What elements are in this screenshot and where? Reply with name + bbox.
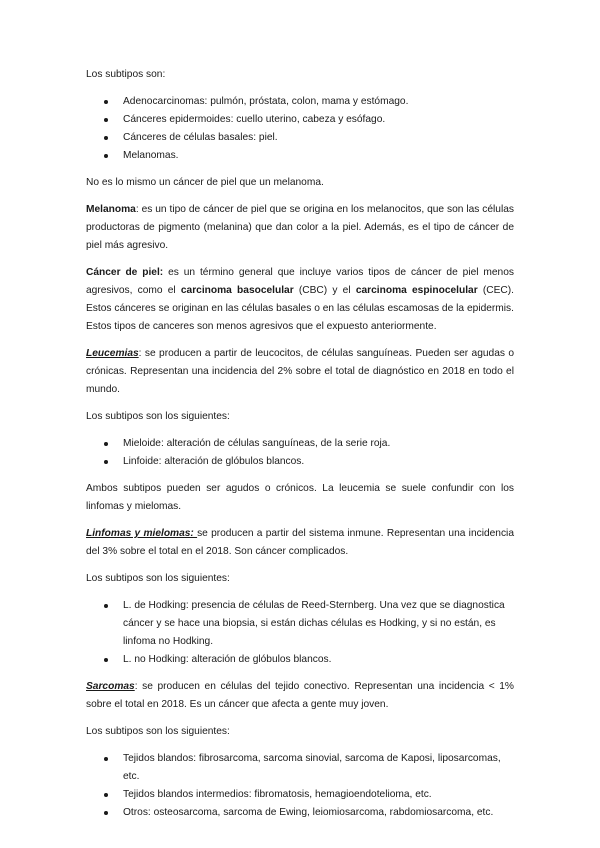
linfomas-paragraph <box>86 525 514 561</box>
list-item: Tejidos blandos: fibrosarcoma, sarcoma sinovial, sarcoma de Kaposi, liposarcomas, etc. <box>86 750 514 786</box>
leucemias-note: Ambos subtipos pueden ser agudos o crónicos. La leucemia se suele confundir con los linfomas y mielomas. <box>86 483 514 512</box>
sarcomas-term: Sarcomas <box>86 681 135 692</box>
list-item: Otros: osteosarcoma, sarcoma de Ewing, leiomiosarcoma, rabdomiosarcoma, etc. <box>86 804 514 822</box>
skin-melanoma-note: No es lo mismo un cáncer de piel que un melanoma. <box>86 177 324 188</box>
sarcomas-paragraph <box>86 678 514 714</box>
leucemias-subtypes-intro: Los subtipos son los siguientes: <box>86 411 230 422</box>
sarcomas-text: : se producen en células del tejido conectivo. Representan una incidencia < 1% sobre el total en 2018. Es un cáncer que afecta a gente muy joven. <box>86 681 514 710</box>
list-item: Adenocarcinomas: pulmón, próstata, colon, mama y estómago. <box>86 93 514 111</box>
skin-cancer-text: es un término general que incluye varios tipos de cáncer de piel menos agresivos, como el <box>86 267 514 296</box>
leucemias-paragraph <box>86 345 514 399</box>
leucemias-term: Leucemias <box>86 348 139 359</box>
list-item: L. no Hodking: alteración de glóbulos blancos. <box>86 651 514 669</box>
list-item: Mieloide: alteración de células sanguíneas, de la serie roja. <box>86 435 514 453</box>
melanoma-text: : es un tipo de cáncer de piel que se origina en los melanocitos, que son las células productoras de pigmento (melanina) que dan color a la piel. Además, es el tipo de cáncer de piel más agresivo. <box>86 204 514 251</box>
list-item: Tejidos blandos intermedios: fibromatosis, hemagioendotelioma, etc. <box>86 786 514 804</box>
melanoma-term: Melanoma <box>86 204 136 215</box>
scc-term: carcinoma espinocelular <box>355 285 478 296</box>
list-item: L. de Hodking: presencia de células de Reed-Sternberg. Una vez que se diagnostica cáncer y se hace una biopsia, si están dichas células es Hodking, y si no están, es linfoma no Hodking. <box>86 597 514 651</box>
linfomas-text: se producen a partir del sistema inmune. Representan una incidencia del 3% sobre el total en el 2018. Son cáncer complicados. <box>86 528 514 557</box>
carcinoma-subtypes-intro: Los subtipos son: <box>86 69 166 80</box>
leucemias-text: : se producen a partir de leucocitos, de células sanguíneas. Pueden ser agudas o crónicas. Representan una incidencia del 2% sobre el total de diagnóstico en 2018 en todo el mundo. <box>86 348 514 395</box>
skin-cancer-paragraph <box>86 264 514 336</box>
skin-cancer-text: (CBC) y el <box>293 285 356 296</box>
sarcomas-subtypes-list <box>86 750 514 822</box>
linfomas-subtypes-list <box>86 597 514 669</box>
melanoma-paragraph <box>86 201 514 255</box>
linfomas-term: Linfomas y mielomas: <box>86 528 198 539</box>
skin-cancer-term: Cáncer de piel: <box>86 267 164 278</box>
linfomas-subtypes-intro: Los subtipos son los siguientes: <box>86 573 230 584</box>
list-item: Linfoide: alteración de glóbulos blancos. <box>86 453 514 471</box>
sarcomas-subtypes-intro: Los subtipos son los siguientes: <box>86 726 230 737</box>
list-item: Cánceres epidermoides: cuello uterino, cabeza y esófago. <box>86 111 514 129</box>
leucemias-subtypes-list <box>86 435 514 471</box>
list-item: Cánceres de células basales: piel. <box>86 129 514 147</box>
list-item: Melanomas. <box>86 147 514 165</box>
bcc-term: carcinoma basocelular <box>180 285 294 296</box>
skin-cancer-text: (CEC). Estos cánceres se originan en las células basales o en las células escamosas de la epidermis. Estos tipos de canceres son menos agresivos que el expuesto anteriormente. <box>86 285 514 332</box>
carcinoma-subtypes-list <box>86 93 514 165</box>
